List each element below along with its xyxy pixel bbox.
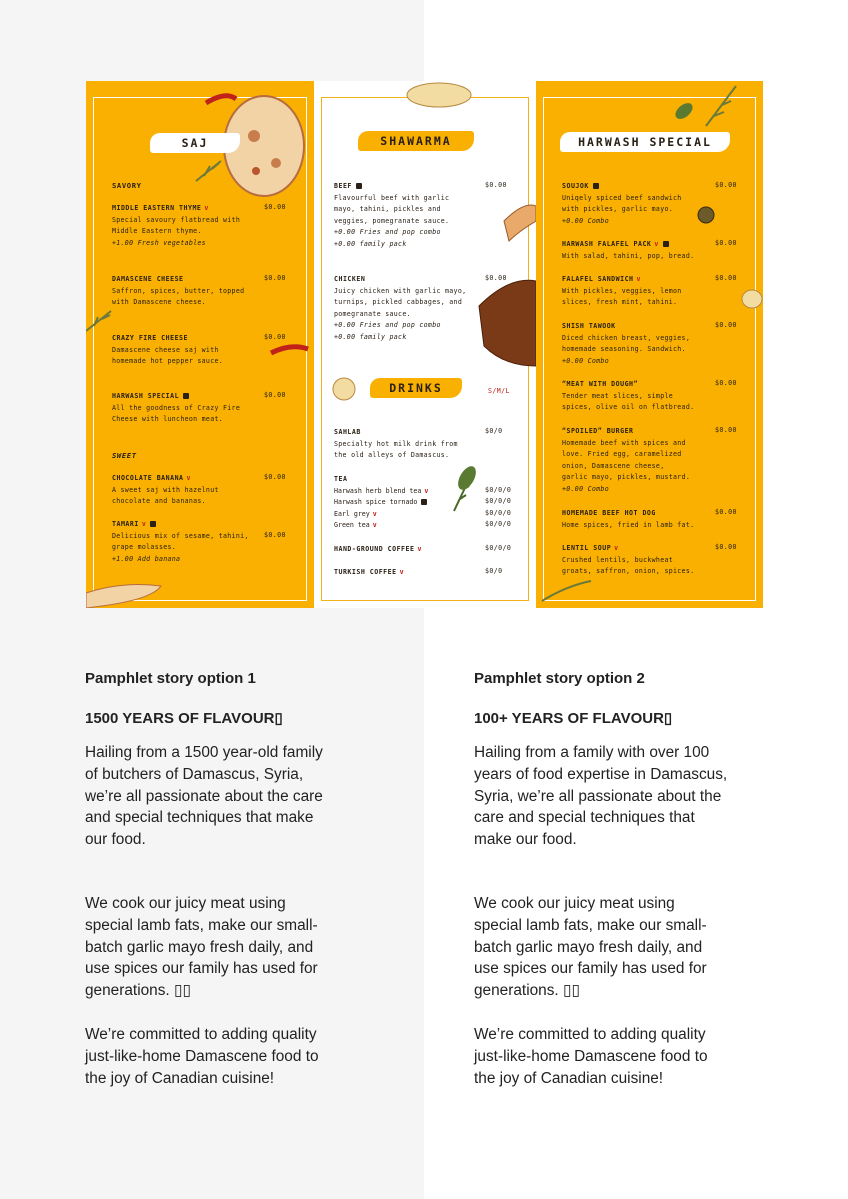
item-description: Flavourful beef with garlic mayo, tahini, pickles and veggies, pomegranate sauce.: [334, 193, 450, 225]
story-heading-text: 1500 YEARS OF FLAVOUR: [85, 710, 275, 727]
item-name: LENTIL SOUP: [562, 544, 612, 552]
menu-panel-shawarma-drinks: [314, 81, 536, 608]
story-option-2: [474, 670, 764, 1089]
item-price: $0.00: [264, 203, 286, 211]
menu-item: [112, 519, 312, 565]
item-name: “MEAT WITH DOUGH”: [562, 380, 638, 388]
item-price: $0.00: [485, 181, 507, 189]
item-description: A sweet saj with hazelnut chocolate and bananas.: [112, 485, 219, 505]
item-name: BEEF: [334, 182, 352, 190]
item-name: SAHLAB: [334, 428, 361, 436]
spicy-icon: [421, 499, 427, 505]
item-price: $0/0/0: [485, 520, 512, 528]
missing-glyph-icon: ▯: [663, 710, 673, 727]
item-price: $0/0/0: [485, 544, 512, 552]
menu-panel-harwash-special: [536, 81, 763, 608]
item-description: Delicious mix of sesame, tahini, grape molasses.: [112, 531, 249, 551]
item-price: $0.00: [715, 239, 737, 247]
item-description: Home spices, fried in lamb fat.: [562, 520, 695, 529]
item-name: FALAFEL SANDWICH: [562, 275, 634, 283]
story-paragraph: Hailing from a 1500 year-old family of butchers of Damascus, Syria, we’re all passionate about the care and special techniques that make our food.: [85, 744, 323, 849]
vegetarian-mark: v: [424, 486, 429, 495]
item-name: CHICKEN: [334, 275, 366, 283]
item-description: Homemade beef with spices and love. Fried egg, caramelized onion, Damascene cheese, garlic mayo, pickles, mustard.: [562, 438, 691, 481]
item-price: $0/0/0: [485, 509, 512, 517]
item-name: SHISH TAWOOK: [562, 322, 616, 330]
item-addon: +0.00 family pack: [334, 239, 407, 248]
item-name: HAND-GROUND COFFEE: [334, 545, 415, 553]
vegetarian-mark: v: [654, 240, 659, 248]
item-addon: +0.00 Combo: [562, 356, 609, 365]
item-name: CHOCOLATE BANANA: [112, 474, 184, 482]
menu-item: [334, 274, 534, 343]
item-name: TEA: [334, 475, 348, 483]
item-description: Crushed lentils, buckwheat groats, saffron, onion, spices.: [562, 555, 695, 575]
item-price: $0.00: [715, 274, 737, 282]
missing-glyph-icon: ▯: [274, 710, 283, 727]
menu-item: [334, 567, 534, 579]
item-name: HOMEMADE BEEF HOT DOG: [562, 509, 656, 517]
item-price: $0.00: [264, 391, 286, 399]
item-price: $0.00: [715, 508, 737, 516]
item-description: With salad, tahini, pop, bread.: [562, 251, 695, 260]
drink-sizes: S/M/L: [488, 387, 510, 395]
story-paragraph: [85, 893, 375, 1002]
missing-glyph-icon: ▯▯: [563, 982, 580, 1000]
spicy-icon: [183, 393, 189, 399]
item-addon: +0.00 Combo: [562, 216, 609, 225]
item-description: With pickles, veggies, lemon slices, fresh mint, tahini.: [562, 286, 682, 306]
tea-option: Harwash herb blend tea: [334, 486, 422, 495]
menu-item: [334, 427, 534, 462]
story-paragraph-text: We cook our juicy meat using special lamb fats, make our small- batch garlic mayo fresh daily, and use spices our family has used for generations.: [474, 894, 707, 1000]
story-paragraph-text: We cook our juicy meat using special lamb fats, make our small- batch garlic mayo fresh daily, and use spices our family has used for generations.: [85, 894, 318, 1000]
item-price: $0/0: [485, 427, 503, 435]
vegetarian-mark: v: [372, 509, 377, 518]
item-addon: +1.00 Fresh vegetables: [112, 238, 206, 247]
item-price: $0.00: [715, 321, 737, 329]
vegetarian-mark: v: [636, 275, 642, 283]
item-addon: +0.00 Combo: [562, 484, 609, 493]
spicy-icon: [593, 183, 599, 189]
item-addon: +1.00 Add banana: [112, 554, 181, 563]
item-description: Diced chicken breast, veggies, homemade seasoning. Sandwich.: [562, 333, 691, 353]
item-name: TAMARI: [112, 520, 139, 528]
tea-option: Green tea: [334, 521, 370, 529]
shawarma-title: SHAWARMA: [358, 131, 474, 151]
vegetarian-mark: v: [417, 545, 422, 553]
story-heading: [85, 709, 375, 727]
item-price: $0.00: [264, 473, 286, 481]
missing-glyph-icon: ▯▯: [174, 982, 191, 1000]
harwash-special-title: HARWASH SPECIAL: [560, 132, 730, 152]
spicy-icon: [356, 183, 362, 189]
story-paragraph: We’re committed to adding quality just-like-home Damascene food to the joy of Canadian cuisine!: [474, 1025, 708, 1087]
saj-section-sweet: SWEET: [112, 451, 137, 460]
saj-title: SAJ: [150, 133, 240, 153]
item-description: Tender meat slices, simple spices, olive oil on flatbread.: [562, 391, 695, 411]
vegetarian-mark: v: [141, 520, 147, 528]
item-price: $0/0: [485, 567, 503, 575]
item-price: $0.00: [264, 333, 286, 341]
vegetarian-mark: v: [614, 544, 619, 552]
item-price: $0.00: [715, 181, 737, 189]
item-name: TURKISH COFFEE: [334, 568, 397, 576]
item-name: HARWASH SPECIAL: [112, 392, 180, 400]
vegetarian-mark: v: [186, 474, 192, 482]
item-description: All the goodness of Crazy Fire Cheese with luncheon meat.: [112, 403, 241, 423]
tea-option: Earl grey: [334, 509, 370, 518]
item-price: $0.00: [715, 543, 737, 551]
vegetarian-mark: v: [204, 204, 209, 212]
item-name: “SPOILED” BURGER: [562, 427, 634, 435]
vegetarian-mark: v: [372, 521, 377, 529]
item-description: Juicy chicken with garlic mayo, turnips, pickled cabbages, and pomegranate sauce.: [334, 286, 467, 318]
item-name: HARWASH FALAFEL PACK: [562, 240, 652, 248]
item-description: Specialty hot milk drink from the old alleys of Damascus.: [334, 439, 458, 459]
item-name: MIDDLE EASTERN THYME: [112, 204, 202, 212]
item-description: Special savoury flatbread with Middle Eastern thyme.: [112, 215, 241, 235]
saj-section-savory: SAVORY: [112, 181, 142, 190]
item-name: SOUJOK: [562, 182, 589, 190]
vegetarian-mark: v: [399, 568, 405, 576]
drinks-title: DRINKS: [370, 378, 462, 398]
story-option-1: [85, 670, 375, 1089]
item-price: $0/0/0: [485, 497, 512, 505]
item-addon: +0.00 family pack: [334, 332, 407, 341]
story-heading: [474, 709, 764, 727]
spicy-icon: [663, 241, 669, 247]
item-price: $0.00: [264, 531, 286, 539]
story-option-label: Pamphlet story option 1: [85, 670, 256, 687]
story-heading-text: 100+ YEARS OF FLAVOUR: [474, 710, 664, 727]
tea-option: Harwash spice tornado: [334, 498, 418, 506]
item-description: Damascene cheese saj with homemade hot pepper sauce.: [112, 345, 224, 365]
item-name: DAMASCENE CHEESE: [112, 275, 184, 283]
item-name: CRAZY FIRE CHEESE: [112, 334, 188, 342]
story-paragraph: We’re committed to adding quality just-like-home Damascene food to the joy of Canadian cuisine!: [85, 1025, 319, 1087]
item-description: Saffron, spices, butter, topped with Damascene cheese.: [112, 286, 245, 306]
menu-item: [334, 181, 534, 250]
story-paragraph: [474, 893, 764, 1002]
item-description: Uniqely spiced beef sandwich with pickles, garlic mayo.: [562, 193, 682, 213]
story-paragraph: Hailing from a family with over 100 years of food expertise in Damascus, Syria, we’re all passionate about the care and special techniques that make our food.: [474, 744, 728, 849]
spicy-icon: [150, 521, 156, 527]
item-price: $0.00: [264, 274, 286, 282]
menu-item: [562, 426, 762, 495]
item-price: $0.00: [715, 379, 737, 387]
item-price: $0.00: [485, 274, 507, 282]
story-option-label: Pamphlet story option 2: [474, 670, 645, 687]
item-addon: +0.00 Fries and pop combo: [334, 228, 441, 236]
menu-panel-saj: [86, 81, 314, 608]
item-price: $0/0/0: [485, 486, 512, 494]
item-price: $0.00: [715, 426, 737, 434]
item-addon: +0.00 Fries and pop combo: [334, 321, 441, 329]
